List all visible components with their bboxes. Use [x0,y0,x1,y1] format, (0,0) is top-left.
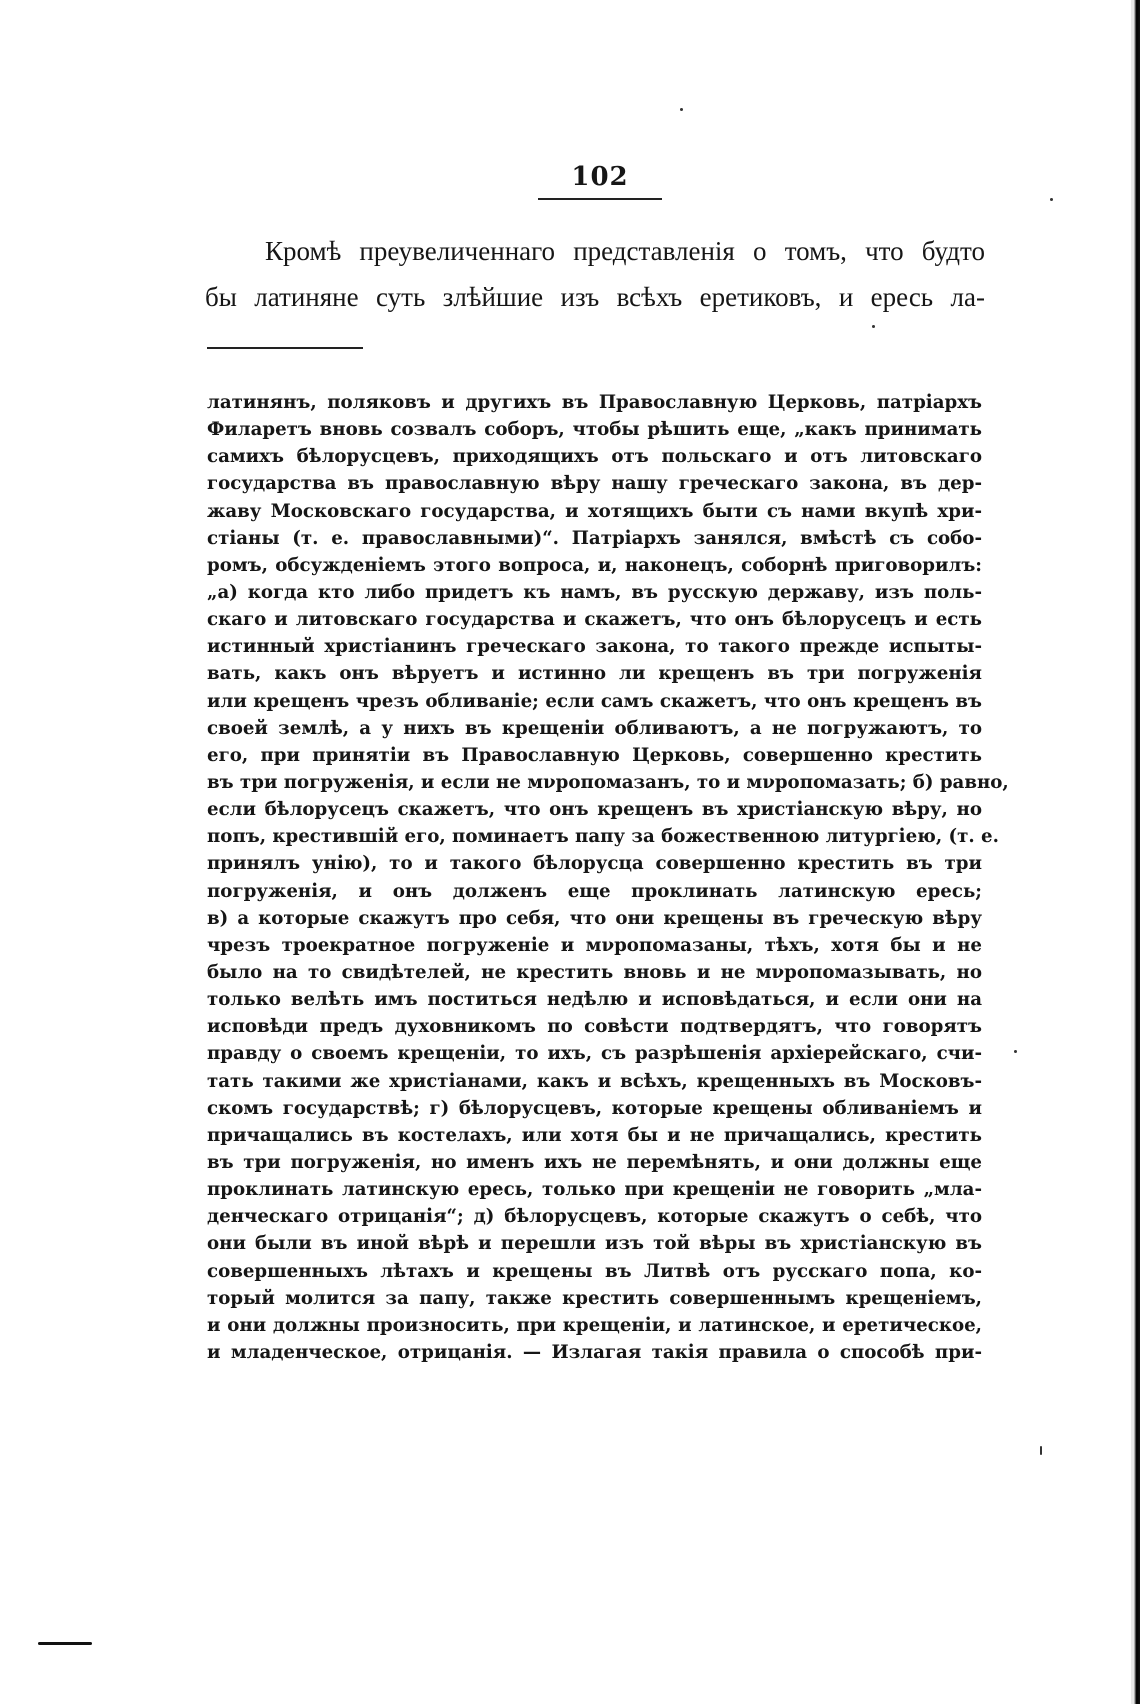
footnote-line: истинный христіанинъ греческаго закона, то такого прежде испыты- [207,636,982,658]
scan-speck [1050,198,1053,201]
footnote-line: и младенческое, отрицанія. — Излагая такія правила о способѣ при- [207,1341,982,1363]
footnote-line: и они должны произносить, при крещеніи, и латинское, и еретическое, [207,1314,982,1336]
page-number-underline [538,198,662,200]
footnote-line: торый молится за папу, также крестить совершеннымъ крещеніемъ, [207,1287,982,1309]
footnote-line: Филаретъ вновь созвалъ соборъ, чтобы рѣшить еще, „какъ принимать [207,419,982,441]
footnote-line: самихъ бѣлорусцевъ, приходящихъ отъ польскаго и отъ литовскаго [207,446,982,468]
page-edge-border [1134,0,1140,1704]
main-text-line: Кромѣ преувеличеннаго представленія о томъ, что будто [265,236,985,266]
footnote-line: жаву Московскаго государства, и хотящихъ быти съ нами вкупѣ хри- [207,500,982,522]
footnote-line: своей землѣ, а у нихъ въ крещеніи обливаютъ, а не погружаютъ, то [207,717,982,739]
footnote-line: исповѣди предъ духовникомъ по совѣсти подтвердятъ, что говорятъ [207,1016,982,1038]
footnote-line: принялъ унію), то и такого бѣлорусца совершенно крестить въ три [207,853,982,875]
footnote-line: въ три погруженія, и если не мνропомазанъ, то и мνропомазать; б) равно, [207,771,1009,793]
page-number: 102 [571,162,629,192]
footnote-line: или крещенъ чрезъ обливаніе; если самъ скажетъ, что онъ крещенъ въ [207,690,982,712]
footnote-separator [207,347,363,349]
footnote-line: попъ, крестившій его, поминаетъ папу за божественною литургіею, (т. е. [207,826,999,848]
footnote-line: они были въ иной вѣрѣ и перешли изъ той вѣры въ христіанскую въ [207,1233,982,1255]
main-text [205,228,985,320]
scan-speck [680,108,683,111]
footnote-line: тать такими же христіанами, какъ и всѣхъ, крещенныхъ въ Московъ- [207,1070,982,1092]
footnote-line: совершенныхъ лѣтахъ и крещены въ Литвѣ отъ русскаго попа, ко- [207,1260,982,1282]
footnote-line: проклинать латинскую ересь, только при крещеніи не говорить „мла- [207,1179,982,1201]
footnote-line: погруженія, и онъ долженъ еще проклинать латинскую ересь; [207,880,982,902]
scan-speck [1040,1446,1042,1455]
footnote-line: чрезъ троекратное погруженіе и мνропомазаны, тѣхъ, хотя бы и не [207,934,982,956]
footnote-line: если бѣлорусецъ скажетъ, что онъ крещенъ въ христіанскую вѣру, но [207,799,982,821]
footnote-line: только велѣть имъ поститься недѣлю и исповѣдаться, и если они на [207,989,982,1011]
main-text-line: бы латиняне суть злѣйшие изъ всѣхъ еретиковъ, и ересь ла- [205,282,985,312]
footnote-line: государства въ православную вѣру нашу греческаго закона, въ дер- [207,473,982,495]
footnote-line: скомъ государствѣ; г) бѣлорусцевъ, которые крещены обливаніемъ и [207,1097,982,1119]
scan-mark [38,1642,92,1645]
footnote [207,389,1009,1366]
footnote-line: скаго и литовскаго государства и скажетъ, что онъ бѣлорусецъ и есть [207,609,982,631]
footnote-line: в) а которые скажутъ про себя, что они крещены въ греческую вѣру [207,907,982,929]
footnote-line: причащались въ костелахъ, или хотя бы и не причащались, крестить [207,1124,982,1146]
footnote-line: было на то свидѣтелей, не крестить вновь и не мνропомазывать, но [207,961,982,983]
scan-speck [872,325,875,328]
footnote-line: „а) когда кто либо придетъ къ намъ, въ русскую державу, изъ поль- [207,581,982,603]
footnote-line: латинянъ, поляковъ и другихъ въ Православную Церковь, патріархъ [207,392,982,413]
footnote-line: правду о своемъ крещеніи, то ихъ, съ разрѣшенія архіерейскаго, счи- [207,1043,982,1065]
footnote-line: его, при принятіи въ Православную Церковь, совершенно крестить [207,744,982,766]
footnote-line: стіаны (т. е. православными)“. Патріархъ занялся, вмѣстѣ съ собо- [207,527,982,549]
footnote-line: денческаго отрицанія“; д) бѣлорусцевъ, которые скажутъ о себѣ, что [207,1206,982,1228]
footnote-line: въ три погруженія, но именъ ихъ не перемѣнять, и они должны еще [207,1151,982,1173]
footnote-line: вать, какъ онъ вѣруетъ и истинно ли крещенъ въ три погруженія [207,663,982,685]
footnote-line: ромъ, обсужденіемъ этого вопроса, и, наконецъ, соборнѣ приговорилъ: [207,554,982,576]
scan-speck [1014,1050,1017,1053]
